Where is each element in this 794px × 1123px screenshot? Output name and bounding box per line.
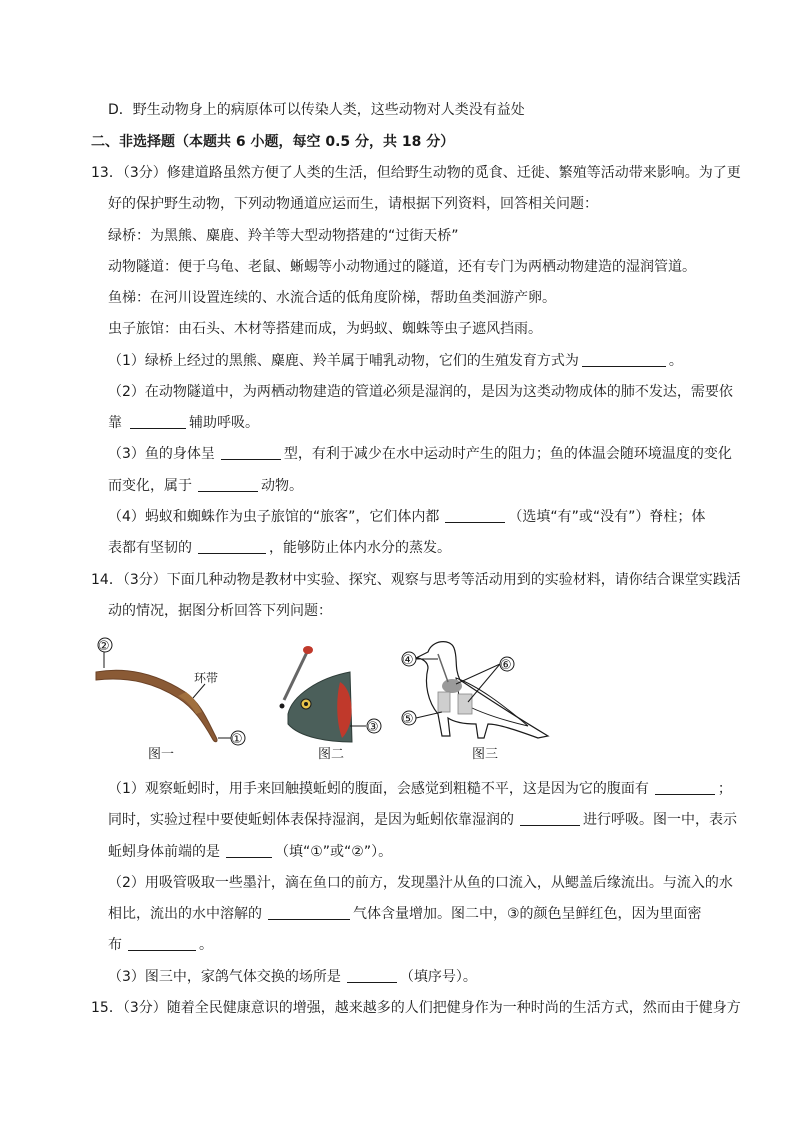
figure-label-6: ⑥ bbox=[500, 658, 512, 673]
answer-blank[interactable] bbox=[347, 968, 397, 983]
figure-fish bbox=[270, 642, 390, 748]
q14-sub1-text2: 同时，实验过程中要使蚯蚓体表保持湿润，是因为蚯蚓依靠湿润的 bbox=[108, 812, 514, 828]
q14-sub3 bbox=[108, 968, 477, 986]
q14-sub2-line2 bbox=[108, 905, 702, 923]
q14-sub1-line2 bbox=[108, 811, 737, 829]
q13-sub4-mid: （选填“有”或“没有”）脊柱；体 bbox=[508, 509, 706, 525]
figure-label-1: ① bbox=[231, 732, 243, 747]
answer-blank[interactable] bbox=[198, 477, 258, 492]
ink-drop bbox=[280, 704, 285, 709]
q14-sub2-line3 bbox=[108, 936, 213, 954]
q14-sub1-line1 bbox=[108, 780, 732, 798]
q13-sub1 bbox=[108, 352, 683, 370]
figure-label-4: ④ bbox=[402, 653, 414, 668]
q13-material-3: 鱼梯：在河川设置连续的、水流合适的低角度阶梯，帮助鱼类洄游产卵。 bbox=[108, 290, 556, 306]
q13-material-4: 虫子旅馆：由石头、木材等搭建而成，为蚂蚁、蜘蛛等虫子遮风挡雨。 bbox=[108, 321, 542, 337]
q13-sub3-mid: 型，有利于减少在水中运动时产生的阻力；鱼的体温会随环境温度的变化 bbox=[283, 446, 732, 462]
q13-sub2-text: 靠 bbox=[108, 415, 122, 431]
q13-sub3-line2 bbox=[108, 477, 303, 495]
q14-sub1-text: （1）观察蚯蚓时，用手来回触摸蚯蚓的腹面，会感觉到粗糙不平，这是因为它的腹面有 bbox=[108, 781, 649, 797]
q14-sub1-end: ； bbox=[717, 781, 732, 797]
q13-material-2: 动物隧道：便于乌龟、老鼠、蜥蜴等小动物通过的隧道，还有专门为两栖动物建造的湿润管道。 bbox=[108, 259, 696, 275]
q14-sub3-text: （3）图三中，家鸽气体交换的场所是 bbox=[108, 969, 341, 985]
pigeon-outline bbox=[416, 642, 548, 738]
figure-earthworm bbox=[90, 632, 255, 750]
q13-sub3-end: 动物。 bbox=[261, 478, 303, 494]
q13-sub1-end: 。 bbox=[668, 353, 683, 369]
q14-sub2-text: 相比，流出的水中溶解的 bbox=[108, 906, 262, 922]
q13-sub4-text2: 表都有坚韧的 bbox=[108, 540, 192, 556]
q13-sub2-end: 辅助呼吸。 bbox=[189, 415, 259, 431]
q14-stem-line2: 动的情况，据图分析回答下列问题： bbox=[108, 603, 332, 619]
q14-sub2-end: 。 bbox=[199, 937, 213, 953]
pigeon-lung bbox=[442, 679, 462, 693]
q13-sub3-text2: 而变化，属于 bbox=[108, 478, 192, 494]
answer-blank[interactable] bbox=[128, 936, 196, 951]
q13-sub4-line1 bbox=[108, 508, 705, 526]
q13-stem-line2: 好的保护野生动物，下列动物通道应运而生，请根据下列资料，回答相关问题： bbox=[108, 196, 598, 212]
q14-sub1-mid: 进行呼吸。图一中，表示 bbox=[583, 812, 737, 828]
answer-blank[interactable] bbox=[520, 811, 580, 826]
q14-stem-line1: 14．（3分）下面几种动物是教材中实验、探究、观察与思考等活动用到的实验材料，请你结合课堂实践活 bbox=[91, 572, 741, 588]
figure3-caption: 图三 bbox=[472, 747, 499, 762]
figure2-caption: 图二 bbox=[318, 747, 345, 762]
q14-sub1-text3: 蚯蚓身体前端的是 bbox=[108, 844, 220, 860]
answer-blank[interactable] bbox=[445, 508, 505, 523]
q14-sub1-line3 bbox=[108, 843, 392, 861]
answer-blank[interactable] bbox=[198, 539, 266, 554]
section-heading: 二、非选择题（本题共 6 小题，每空 0.5 分，共 18 分） bbox=[91, 134, 455, 150]
figure-label-5: ⑤ bbox=[402, 712, 414, 727]
option-d: D．野生动物身上的病原体可以传染人类，这些动物对人类没有益处 bbox=[108, 102, 525, 118]
q14-sub2-line1: （2）用吸管吸取一些墨汁，滴在鱼口的前方，发现墨汁从鱼的口流入，从鳃盖后缘流出。与流入的水 bbox=[108, 875, 733, 891]
leader-line bbox=[456, 664, 500, 684]
q13-sub1-text: （1）绿桥上经过的黑熊、麋鹿、羚羊属于哺乳动物，它们的生殖发育方式为 bbox=[108, 353, 579, 369]
pigeon-air-sac bbox=[458, 694, 472, 714]
q13-material-1: 绿桥：为黑熊、麋鹿、羚羊等大型动物搭建的“过街天桥” bbox=[108, 228, 459, 244]
answer-blank[interactable] bbox=[130, 414, 186, 429]
answer-blank[interactable] bbox=[582, 352, 666, 367]
q14-sub2-mid: 气体含量增加。图二中，③的颜色呈鲜红色，因为里面密 bbox=[353, 906, 702, 922]
answer-blank[interactable] bbox=[221, 445, 281, 460]
clitellum-label: 环带 bbox=[194, 671, 219, 685]
figure-pigeon bbox=[398, 632, 558, 748]
fish-pupil bbox=[304, 702, 308, 706]
earthworm-clitellum bbox=[178, 692, 202, 714]
q15-stem-line1: 15．（3分）随着全民健康意识的增强，越来越多的人们把健身作为一种时尚的生活方式，然而由于健身方 bbox=[91, 1000, 741, 1016]
q13-sub4-line2 bbox=[108, 539, 451, 557]
q13-sub4-end: ，能够防止体内水分的蒸发。 bbox=[269, 540, 451, 556]
answer-blank[interactable] bbox=[268, 905, 350, 920]
q13-sub2-line1: （2）在动物隧道中，为两栖动物建造的管道必须是湿润的，是因为这类动物成体的肺不发达，需要依 bbox=[108, 384, 733, 400]
dropper-bulb bbox=[303, 646, 313, 654]
q14-sub1-end2: （填“①”或“②”）。 bbox=[275, 844, 393, 860]
answer-blank[interactable] bbox=[655, 780, 715, 795]
q14-sub3-end: （填序号）。 bbox=[399, 969, 477, 985]
q13-stem-line1: 13．（3分）修建道路虽然方便了人类的生活，但给野生动物的觅食、迁徙、繁殖等活动带来影响。为了更 bbox=[91, 165, 741, 181]
q13-sub3-text: （3）鱼的身体呈 bbox=[108, 446, 215, 462]
figure1-caption: 图一 bbox=[148, 747, 175, 762]
figure-label-3: ③ bbox=[367, 720, 379, 735]
pigeon-air-sac bbox=[438, 692, 450, 712]
q13-sub3-line1 bbox=[108, 445, 732, 463]
figure-label-2: ② bbox=[98, 639, 110, 654]
q13-sub2-line2 bbox=[108, 414, 259, 432]
q13-sub4-text: （4）蚂蚁和蜘蛛作为虫子旅馆的“旅客”，它们体内都 bbox=[108, 509, 440, 525]
leader-line bbox=[193, 684, 205, 698]
q14-sub2-text2: 布 bbox=[108, 937, 122, 953]
answer-blank[interactable] bbox=[226, 843, 272, 858]
